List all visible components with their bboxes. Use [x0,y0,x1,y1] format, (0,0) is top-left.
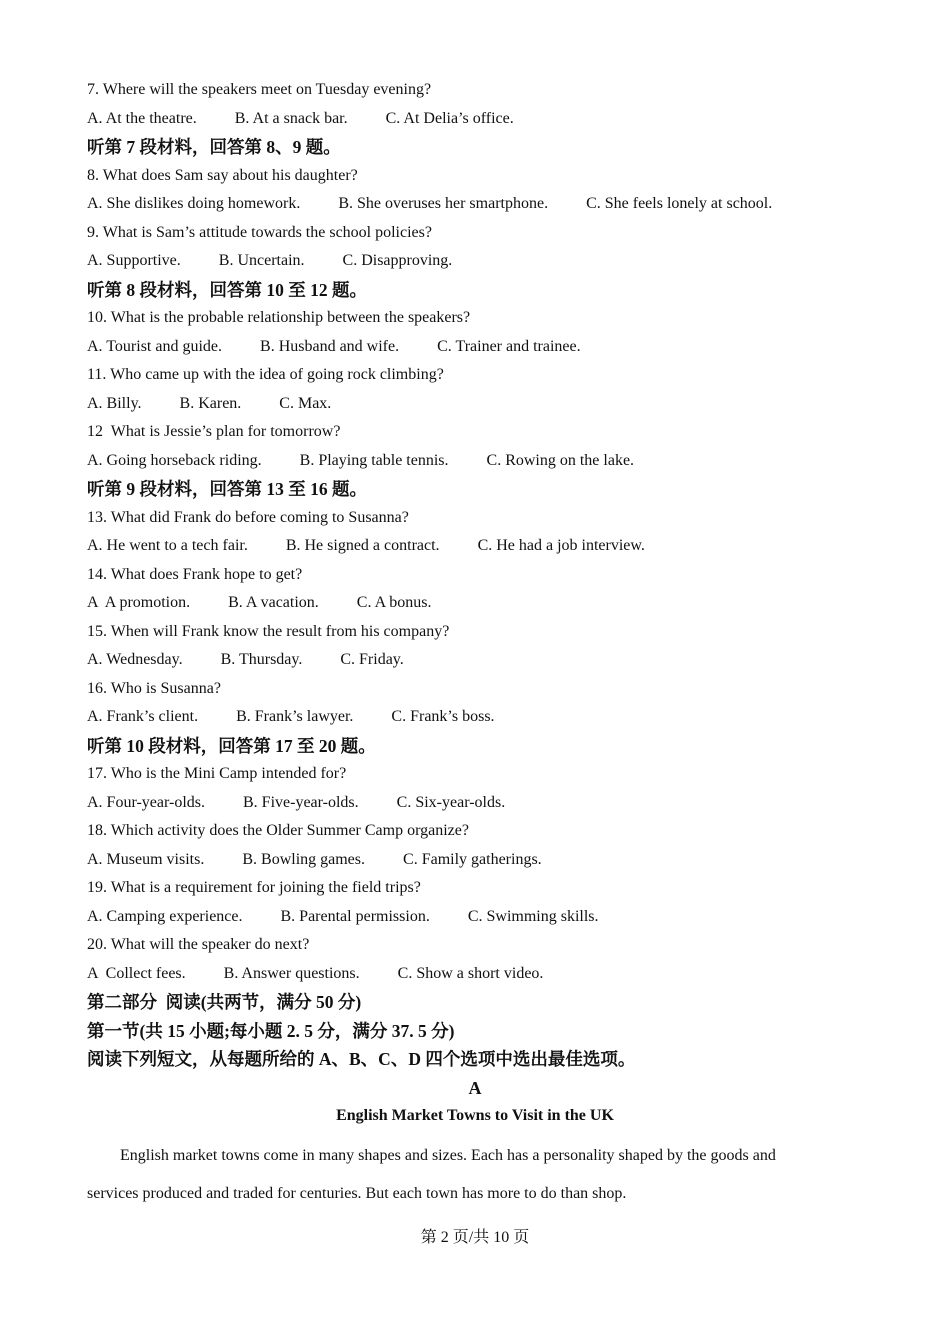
answer-option: C. Trainer and trainee. [437,337,581,355]
answer-option: A. Museum visits. [87,850,205,868]
answer-option: B. He signed a contract. [285,537,440,554]
answer-option: C. Friday. [340,651,404,668]
answer-option: C. Swimming skills. [467,907,599,925]
question-text: 12 What is Jessie’s plan for tomorrow? [87,423,341,440]
answer-option: C. Max. [279,394,332,412]
answer-option: B. Five-year-olds. [243,793,359,811]
answer-options [87,532,877,561]
question-text: 16. Who is Susanna? [87,679,221,697]
answer-options [87,789,877,818]
answer-option: A. Going horseback riding. [87,451,262,469]
question-text: 15. When will Frank know the result from his company? [87,622,450,640]
answer-options [87,903,877,932]
answer-option: C. Six-year-olds. [396,793,506,811]
section-heading: 阅读下列短文，从每题所给的 A、B、C、D 四个选项中选出最佳选项。 [87,1049,636,1069]
section-heading: 听第 7 段材料，回答第 8、9 题。 [87,137,341,157]
question-text: 11. Who came up with the idea of going rock climbing? [87,366,444,383]
answer-option: A. At the theatre. [87,109,197,127]
answer-options [87,190,877,219]
answer-option: A. Billy. [87,394,142,412]
question-text: 10. What is the probable relationship between the speakers? [87,309,471,326]
question-text: 13. What did Frank do before coming to Susanna? [87,508,409,526]
answer-option: C. Frank’s boss. [391,708,495,725]
answer-options [87,646,877,675]
answer-option: B. Karen. [179,394,242,412]
answer-option: B. Answer questions. [223,964,360,982]
passage-letter: A [468,1077,482,1098]
question-text: 7. Where will the speakers meet on Tuesday evening? [87,81,432,98]
answer-option: C. Rowing on the lake. [486,451,635,469]
answer-option: B. Uncertain. [218,252,305,269]
answer-option: A. Camping experience. [87,907,243,925]
answer-option: A A promotion. [87,594,191,611]
passage-title: English Market Towns to Visit in the UK [336,1107,614,1124]
answer-option: A. Four-year-olds. [87,793,205,811]
answer-option: A. Supportive. [87,252,181,269]
section-heading: 第二部分 阅读(共两节，满分 50 分) [87,992,362,1012]
answer-option: A. She dislikes doing homework. [87,195,301,212]
answer-option: B. She overuses her smartphone. [338,195,549,212]
question-text: 19. What is a requirement for joining the field trips? [87,879,421,896]
answer-option: A. He went to a tech fair. [87,537,248,554]
answer-options [87,247,877,276]
answer-option: C. At Delia’s office. [385,109,514,127]
section-heading: 听第 8 段材料，回答第 10 至 12 题。 [87,279,367,300]
passage-paragraph: English market towns come in many shapes and sizes. Each has a personality shaped by the goods and services produced and traded for centuries. But each town has more to do than shop. [87,1146,776,1202]
answer-option: A. Frank’s client. [87,708,199,725]
section-heading: 听第 9 段材料，回答第 13 至 16 题。 [87,479,367,499]
answer-option: A Collect fees. [87,964,186,982]
question-text: 18. Which activity does the Older Summer Camp organize? [87,822,469,839]
section-heading: 第一节(共 15 小题;每小题 2. 5 分，满分 37. 5 分) [87,1020,455,1041]
answer-options [87,390,877,419]
answer-option: B. Parental permission. [280,907,430,925]
answer-options [87,105,877,134]
answer-option: B. Frank’s lawyer. [236,708,354,725]
answer-options [87,846,877,875]
answer-option: B. Husband and wife. [260,337,400,355]
question-list [87,76,877,1213]
answer-option: C. Family gatherings. [403,850,542,868]
page-footer: 第 2 页/共 10 页 [420,1229,530,1246]
answer-option: A. Tourist and guide. [87,337,223,355]
answer-option: C. He had a job interview. [477,537,645,554]
question-text: 8. What does Sam say about his daughter? [87,166,358,184]
answer-option: C. Disapproving. [342,252,453,269]
section-heading: 听第 10 段材料，回答第 17 至 20 题。 [87,735,376,756]
answer-option: C. Show a short video. [397,964,544,982]
question-text: 17. Who is the Mini Camp intended for? [87,765,347,782]
answer-option: A. Wednesday. [87,651,183,668]
answer-options [87,447,877,476]
answer-option: B. Playing table tennis. [299,451,449,469]
answer-options [87,589,877,618]
answer-option: C. A bonus. [356,594,432,611]
question-text: 20. What will the speaker do next? [87,936,310,953]
answer-options [87,960,877,989]
question-text: 14. What does Frank hope to get? [87,565,303,583]
answer-option: B. Thursday. [220,651,303,668]
answer-option: B. Bowling games. [242,850,366,868]
answer-option: B. At a snack bar. [234,109,348,127]
answer-option: C. She feels lonely at school. [586,195,773,212]
answer-option: B. A vacation. [228,594,319,611]
answer-options [87,333,877,362]
answer-options [87,703,877,732]
question-text: 9. What is Sam’s attitude towards the school policies? [87,223,432,241]
